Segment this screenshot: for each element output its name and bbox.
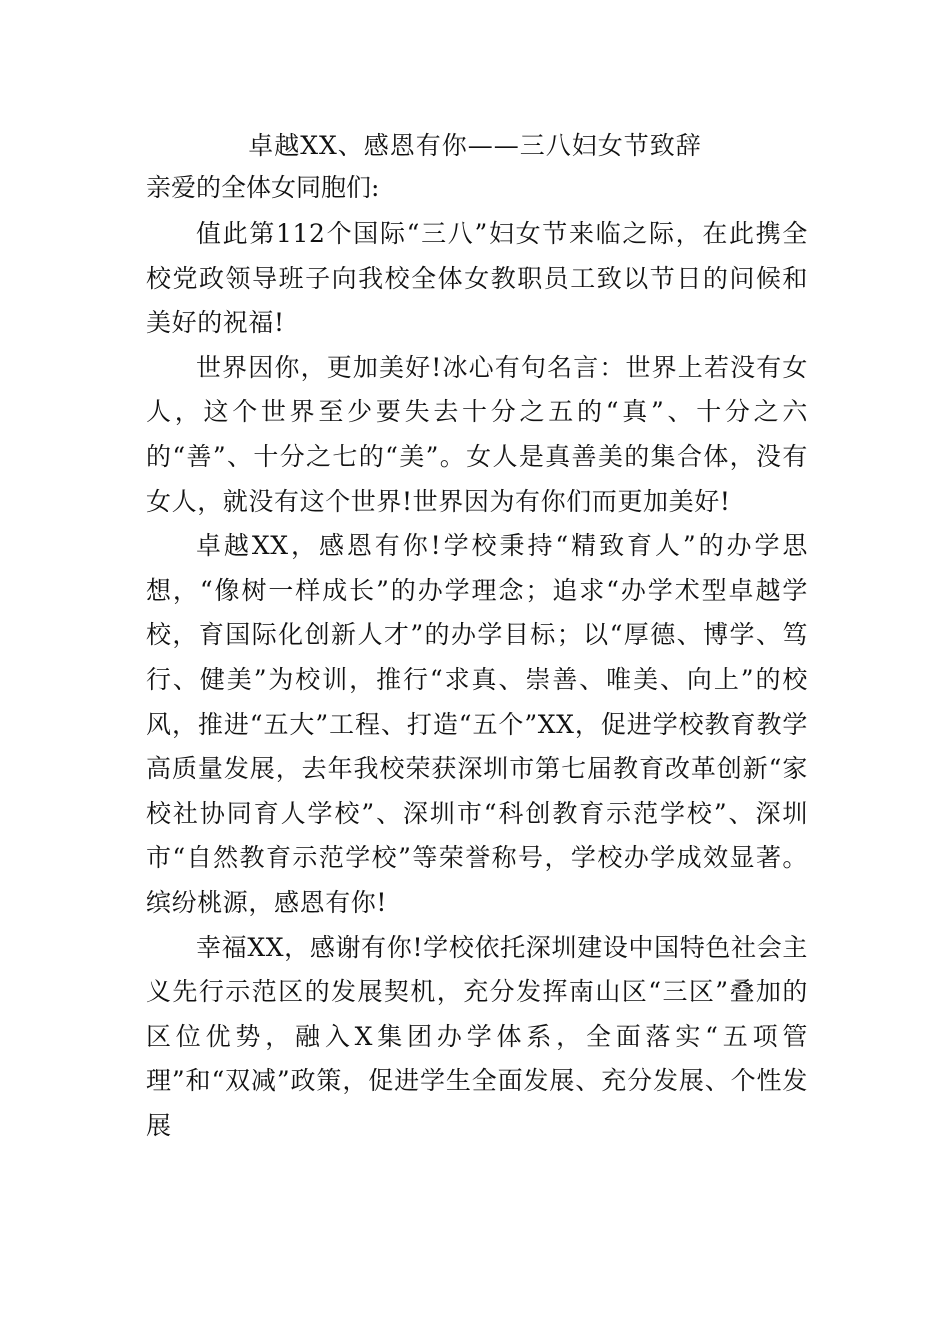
paragraph-happiness: 幸福XX，感谢有你!学校依托深圳建设中国特色社会主义先行示范区的发展契机，充分发挥南山区“三区”叠加的区位优势，融入X集团办学体系，全面落实“五项管理”和“双减”政策，促进学生全面发展、充分发展、个性发展 bbox=[146, 932, 808, 1140]
salutation: 亲爱的全体女同胞们: bbox=[146, 173, 380, 202]
document-body bbox=[146, 212, 808, 1148]
paragraph-world-better: 世界因你，更加美好!冰心有句名言：世界上若没有女人，这个世界至少要失去十分之五的“真”、十分之六的“善”、十分之七的“美”。女人是真善美的集合体，没有女人，就没有这个世界!世界因为有你们而更加美好! bbox=[146, 352, 808, 516]
paragraph-greeting: 值此第112个国际“三八”妇女节来临之际，在此携全校党政领导班子向我校全体女教职员工致以节日的问候和美好的祝福! bbox=[146, 219, 808, 338]
paragraph-excellence: 卓越XX，感恩有你!学校秉持“精致育人”的办学思想，“像树一样成长”的办学理念；追求“办学术型卓越学校，育国际化创新人才”的办学目标；以“厚德、博学、笃行、健美”为校训，推行“求真、崇善、唯美、向上”的校风，推进“五大”工程、打造“五个”XX，促进学校教育教学高质量发展，去年我校荣获深圳市第七届教育改革创新“家校社协同育人学校”、深圳市“科创教育示范学校”、深圳市“自然教育示范学校”等荣誉称号，学校办学成效显著。缤纷桃源，感恩有你! bbox=[146, 531, 808, 917]
document-title: 卓越XX、感恩有你——三八妇女节致辞 bbox=[248, 131, 702, 160]
